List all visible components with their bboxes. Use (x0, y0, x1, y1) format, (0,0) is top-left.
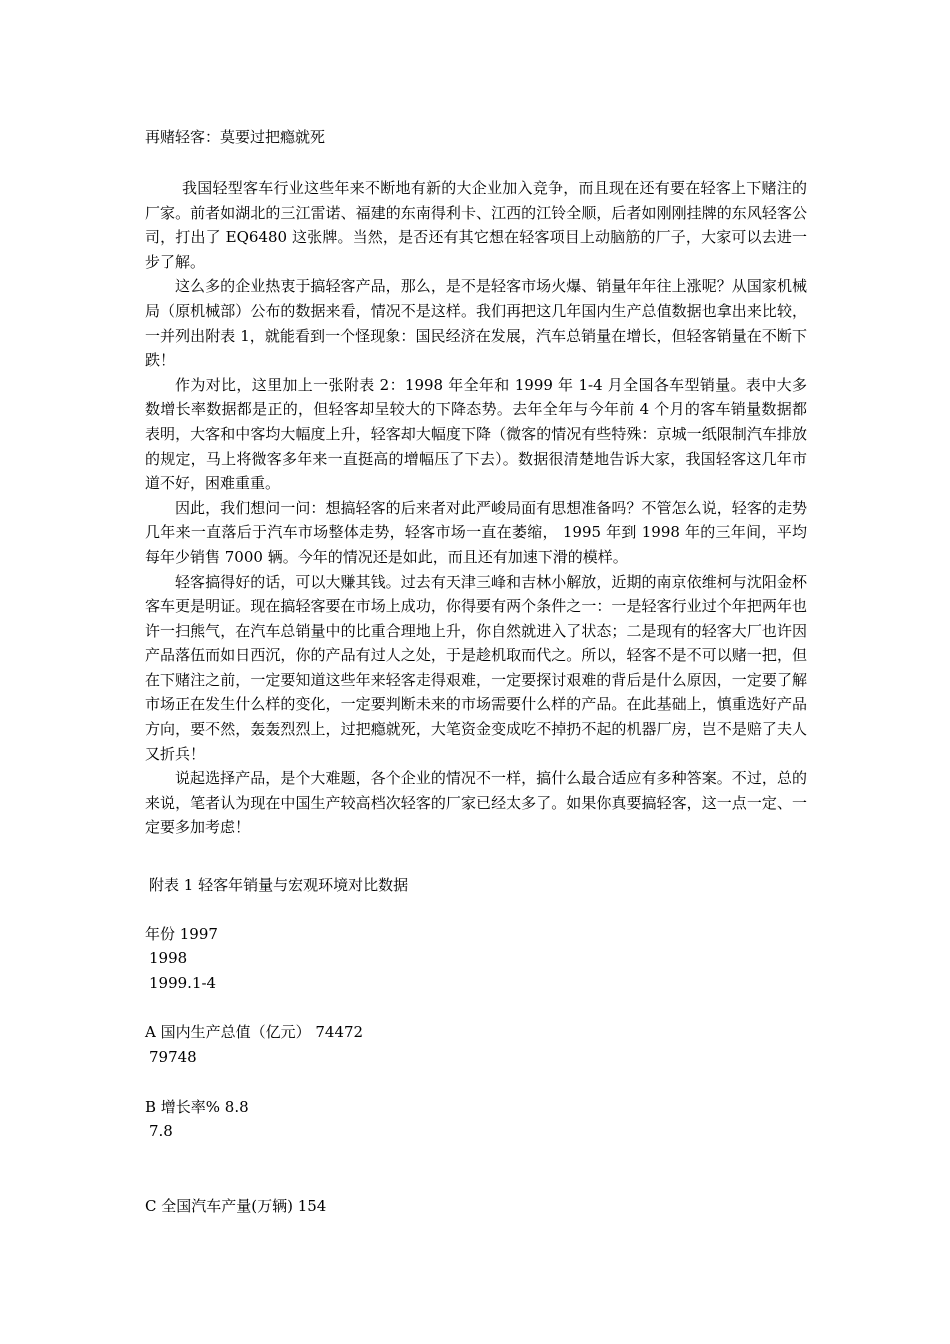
paragraph-3: 作为对比，这里加上一张附表 2：1998 年全年和 1999 年 1-4 月全国各车型销量。表中大多数增长率数据都是正的，但轻客却呈较大的下降态势。去年全年与今年前 4 个月的客车销量数据都表明，大客和中客均大幅度上升，轻客却大幅度下降（微客的情况有些特殊：京城一纸限制汽车排放的规定，马上将微客多年来一直挺高的增幅压了下去）。数据很清楚地告诉大家，我国轻客这几年市道不好，困难重重。 (145, 375, 807, 493)
table-caption: 附表 1 轻客年销量与宏观环境对比数据 (149, 876, 409, 894)
paragraph-6: 说起选择产品，是个大难题，各个企业的情况不一样，搞什么最合适应有多种答案。不过，总的来说，笔者认为现在中国生产较高档次轻客的厂家已经太多了。如果你真要搞轻客，这一点一定、一定要多加考虑！ (145, 769, 807, 837)
paragraph-5: 轻客搞得好的话，可以大赚其钱。过去有天津三峰和吉林小解放，近期的南京依维柯与沈阳金杯客车更是明证。现在搞轻客要在市场上成功，你得要有两个条件之一：一是轻客行业过个年把两年也许一扫熊气，在汽车总销量中的比重合理地上升，你自然就进入了状态；二是现有的轻客大厂也许因产品落伍而如日西沉，你的产品有过人之处，于是趁机取而代之。所以，轻客不是不可以赌一把，但在下赌注之前，一定要知道这些年来轻客走得艰难，一定要探讨艰难的背后是什么原因，一定要了解市场正在发生什么样的变化，一定要判断未来的市场需要什么样的产品。在此基础上，慎重选好产品方向，要不然，轰轰烈烈上，过把瘾就死，大笔资金变成吃不掉扔不起的机器厂房，岂不是赔了夫人又折兵！ (145, 572, 807, 763)
table-row-production-label: C 全国汽车产量(万辆) 154 (145, 1197, 327, 1215)
paragraph-4: 因此，我们想问一问：想搞轻客的后来者对此严峻局面有思想准备吗？不管怎么说，轻客的走势几年来一直落后于汽车市场整体走势，轻客市场一直在萎缩， 1995 年到 1998 年的三年间，平均每年少销售 7000 辆。今年的情况还是如此，而且还有加速下滑的模样。 (145, 498, 807, 566)
table-row-year-label: 年份 1997 (145, 925, 218, 943)
table-cell-gdp-1998: 79748 (149, 1048, 197, 1066)
table-row-gdp-label: A 国内生产总值（亿元） 74472 (145, 1023, 364, 1041)
paragraph-1: 我国轻型客车行业这些年来不断地有新的大企业加入竞争，而且现在还有要在轻客上下赌注的厂家。前者如湖北的三江雷诺、福建的东南得利卡、江西的江铃全顺，后者如刚刚挂牌的东风轻客公司，打出了 EQ6480 这张牌。当然，是否还有其它想在轻客项目上动脑筋的厂子，大家可以去进一步了解。 (145, 179, 807, 271)
table-cell-year-1998: 1998 (149, 949, 188, 967)
table-cell-growth-1998: 7.8 (149, 1122, 173, 1140)
paragraph-2: 这么多的企业热衷于搞轻客产品，那么，是不是轻客市场火爆、销量年年往上涨呢？从国家机械局（原机械部）公布的数据来看，情况不是这样。我们再把这几年国内生产总值数据也拿出来比较，一并列出附表 1，就能看到一个怪现象：国民经济在发展，汽车总销量在增长，但轻客销量在不断下跌！ (145, 277, 807, 370)
table-cell-year-1999: 1999.1-4 (149, 974, 217, 992)
table-row-growth-label: B 增长率% 8.8 (145, 1098, 249, 1116)
article-body (145, 176, 807, 840)
article-title: 再赌轻客：莫要过把瘾就死 (145, 128, 326, 146)
